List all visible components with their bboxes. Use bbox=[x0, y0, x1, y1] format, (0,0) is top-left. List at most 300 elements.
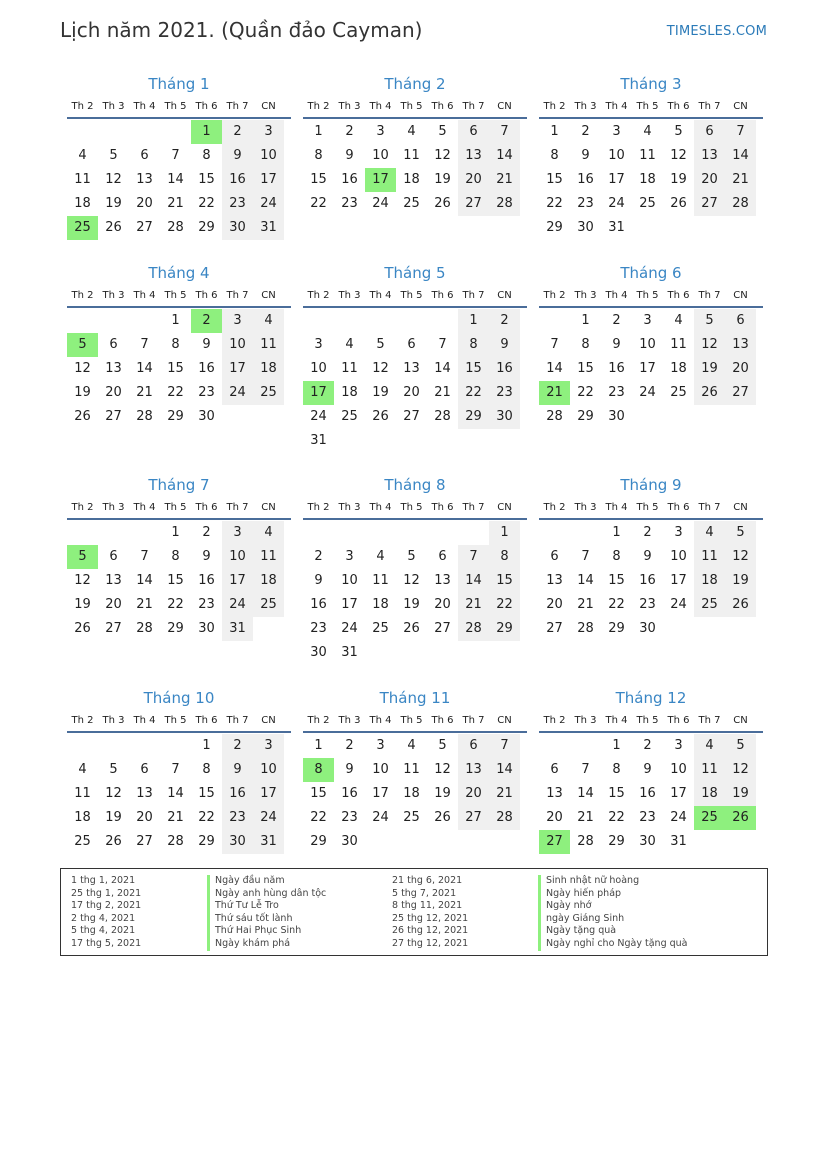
month-title: Tháng 9 bbox=[620, 476, 682, 494]
weekday-label: Th 4 bbox=[369, 290, 392, 301]
month-block bbox=[539, 473, 763, 641]
day-cell: 21 bbox=[577, 597, 594, 612]
day-cell: 2 bbox=[612, 313, 621, 328]
empty-cell bbox=[129, 521, 160, 545]
day-cell: 18 bbox=[670, 361, 687, 376]
day-cell: 15 bbox=[608, 786, 625, 801]
weekday-label: CN bbox=[261, 502, 276, 513]
legend-date: 1 thg 1, 2021 bbox=[71, 875, 136, 886]
month-block bbox=[67, 72, 291, 240]
legend-holiday-name: Ngày đầu năm bbox=[207, 875, 326, 888]
day-cell: 14 bbox=[167, 172, 184, 187]
weekday-header bbox=[539, 96, 763, 119]
day-cell: 17 bbox=[608, 172, 625, 187]
weekday-header bbox=[539, 285, 763, 308]
day-cell: 7 bbox=[438, 337, 447, 352]
day-cell: 7 bbox=[458, 545, 489, 569]
day-cell: 9 bbox=[643, 549, 652, 564]
day-cell: 3 bbox=[674, 738, 683, 753]
day-cell: 3 bbox=[253, 120, 284, 144]
weekday-label: Th 6 bbox=[667, 502, 690, 513]
weekday-label: Th 5 bbox=[400, 715, 423, 726]
weekday-label: Th 7 bbox=[462, 715, 485, 726]
day-cell: 23 bbox=[198, 597, 215, 612]
page-title: Lịch năm 2021. (Quần đảo Cayman) bbox=[60, 18, 423, 42]
day-cell: 23 bbox=[608, 385, 625, 400]
day-cell: 6 bbox=[725, 309, 756, 333]
day-cell: 8 bbox=[612, 762, 621, 777]
day-cell: 18 bbox=[372, 597, 389, 612]
day-cell: 29 bbox=[458, 405, 489, 429]
day-cell: 27 bbox=[136, 220, 153, 235]
day-cell: 23 bbox=[341, 196, 358, 211]
day-cell: 13 bbox=[136, 786, 153, 801]
day-cell: 12 bbox=[434, 148, 451, 163]
day-cell: 20 bbox=[105, 385, 122, 400]
empty-cell bbox=[98, 734, 129, 758]
weekday-header bbox=[67, 497, 291, 520]
day-cell: 29 bbox=[167, 409, 184, 424]
day-cell: 27 bbox=[105, 621, 122, 636]
weekday-label: CN bbox=[497, 715, 512, 726]
day-cell: 13 bbox=[694, 144, 725, 168]
weekday-label: Th 2 bbox=[543, 502, 566, 513]
day-cell: 9 bbox=[345, 148, 354, 163]
day-cell: 4 bbox=[694, 521, 725, 545]
day-cell: 16 bbox=[341, 786, 358, 801]
month-title: Tháng 10 bbox=[143, 689, 215, 707]
day-cell: 24 bbox=[670, 810, 687, 825]
holiday-day-cell: 1 bbox=[191, 120, 222, 144]
weekday-header bbox=[539, 710, 763, 733]
day-grid bbox=[67, 120, 291, 240]
legend-holiday-name: Sinh nhật nữ hoàng bbox=[538, 875, 688, 888]
day-cell: 30 bbox=[608, 409, 625, 424]
day-cell: 17 bbox=[372, 786, 389, 801]
day-cell: 14 bbox=[577, 786, 594, 801]
day-cell: 16 bbox=[489, 357, 520, 381]
weekday-label: Th 5 bbox=[164, 101, 187, 112]
day-cell: 13 bbox=[136, 172, 153, 187]
weekday-label: Th 5 bbox=[400, 290, 423, 301]
day-cell: 14 bbox=[546, 361, 563, 376]
day-cell: 5 bbox=[694, 309, 725, 333]
legend-date: 5 thg 7, 2021 bbox=[392, 887, 457, 899]
day-cell: 23 bbox=[341, 810, 358, 825]
day-cell: 28 bbox=[434, 409, 451, 424]
day-cell: 14 bbox=[167, 786, 184, 801]
day-cell: 3 bbox=[222, 309, 253, 333]
weekday-label: Th 7 bbox=[698, 715, 721, 726]
day-cell: 19 bbox=[105, 196, 122, 211]
day-cell: 31 bbox=[670, 834, 687, 849]
day-cell: 12 bbox=[105, 786, 122, 801]
day-cell: 11 bbox=[670, 337, 687, 352]
weekday-label: Th 2 bbox=[71, 715, 94, 726]
site-link[interactable]: TIMESLES.COM bbox=[666, 24, 767, 39]
day-cell: 9 bbox=[643, 762, 652, 777]
empty-cell bbox=[160, 734, 191, 758]
day-cell: 3 bbox=[314, 337, 323, 352]
weekday-label: Th 5 bbox=[636, 715, 659, 726]
day-cell: 6 bbox=[550, 762, 559, 777]
day-cell: 23 bbox=[639, 597, 656, 612]
day-cell: 21 bbox=[434, 385, 451, 400]
day-cell: 27 bbox=[458, 192, 489, 216]
day-cell: 20 bbox=[136, 810, 153, 825]
day-cell: 29 bbox=[310, 834, 327, 849]
day-cell: 23 bbox=[489, 381, 520, 405]
day-cell: 18 bbox=[341, 385, 358, 400]
legend-holiday-name: Thứ Hai Phục Sinh bbox=[207, 925, 326, 938]
day-cell: 24 bbox=[608, 196, 625, 211]
day-cell: 28 bbox=[136, 409, 153, 424]
day-cell: 5 bbox=[376, 337, 385, 352]
day-cell: 18 bbox=[74, 810, 91, 825]
day-cell: 10 bbox=[608, 148, 625, 163]
day-cell: 4 bbox=[694, 734, 725, 758]
day-cell: 19 bbox=[74, 385, 91, 400]
weekday-label: Th 4 bbox=[369, 101, 392, 112]
day-cell: 20 bbox=[458, 782, 489, 806]
day-cell: 29 bbox=[608, 834, 625, 849]
day-cell: 29 bbox=[167, 621, 184, 636]
day-cell: 12 bbox=[670, 148, 687, 163]
day-cell: 10 bbox=[253, 758, 284, 782]
day-cell: 16 bbox=[639, 786, 656, 801]
day-cell: 7 bbox=[550, 337, 559, 352]
day-cell: 16 bbox=[577, 172, 594, 187]
day-cell: 21 bbox=[489, 782, 520, 806]
weekday-label: Th 4 bbox=[605, 290, 628, 301]
weekday-label: Th 6 bbox=[195, 502, 218, 513]
weekday-label: Th 7 bbox=[698, 502, 721, 513]
empty-cell bbox=[396, 521, 427, 545]
day-cell: 3 bbox=[222, 521, 253, 545]
day-cell: 5 bbox=[438, 738, 447, 753]
day-grid bbox=[303, 120, 527, 216]
day-cell: 13 bbox=[105, 361, 122, 376]
day-cell: 21 bbox=[489, 168, 520, 192]
holiday-day-cell: 8 bbox=[303, 758, 334, 782]
weekday-header bbox=[67, 285, 291, 308]
weekday-label: Th 6 bbox=[431, 502, 454, 513]
day-cell: 26 bbox=[74, 409, 91, 424]
day-cell: 15 bbox=[167, 361, 184, 376]
day-cell: 22 bbox=[577, 385, 594, 400]
month-title: Tháng 7 bbox=[148, 476, 210, 494]
weekday-label: Th 4 bbox=[369, 502, 392, 513]
weekday-label: Th 2 bbox=[71, 502, 94, 513]
day-cell: 14 bbox=[458, 569, 489, 593]
legend-date: 17 thg 5, 2021 bbox=[71, 937, 142, 949]
weekday-label: Th 3 bbox=[574, 502, 597, 513]
day-cell: 19 bbox=[670, 172, 687, 187]
day-cell: 9 bbox=[314, 573, 323, 588]
legend-date: 21 thg 6, 2021 bbox=[392, 875, 463, 886]
day-cell: 13 bbox=[546, 573, 563, 588]
weekday-label: Th 6 bbox=[431, 715, 454, 726]
empty-cell bbox=[129, 734, 160, 758]
day-cell: 9 bbox=[202, 549, 211, 564]
day-cell: 27 bbox=[403, 409, 420, 424]
day-cell: 23 bbox=[222, 192, 253, 216]
legend-holiday-name: Ngày tặng quà bbox=[538, 925, 688, 938]
day-cell: 28 bbox=[725, 192, 756, 216]
day-cell: 20 bbox=[546, 597, 563, 612]
day-cell: 9 bbox=[581, 148, 590, 163]
day-cell: 4 bbox=[407, 124, 416, 139]
day-cell: 28 bbox=[546, 409, 563, 424]
empty-cell bbox=[365, 521, 396, 545]
day-cell: 1 bbox=[202, 738, 211, 753]
day-cell: 21 bbox=[577, 810, 594, 825]
day-cell: 13 bbox=[546, 786, 563, 801]
day-cell: 25 bbox=[253, 381, 284, 405]
day-cell: 31 bbox=[310, 433, 327, 448]
day-cell: 22 bbox=[489, 593, 520, 617]
day-cell: 4 bbox=[407, 738, 416, 753]
weekday-label: Th 6 bbox=[195, 715, 218, 726]
day-cell: 8 bbox=[202, 762, 211, 777]
day-cell: 23 bbox=[639, 810, 656, 825]
day-cell: 5 bbox=[725, 734, 756, 758]
day-cell: 9 bbox=[612, 337, 621, 352]
empty-cell bbox=[129, 309, 160, 333]
weekday-label: Th 3 bbox=[338, 290, 361, 301]
day-cell: 14 bbox=[434, 361, 451, 376]
day-cell: 11 bbox=[639, 148, 656, 163]
day-cell: 2 bbox=[222, 734, 253, 758]
day-cell: 3 bbox=[376, 738, 385, 753]
day-grid bbox=[539, 120, 763, 240]
weekday-label: Th 4 bbox=[605, 502, 628, 513]
day-cell: 17 bbox=[341, 597, 358, 612]
day-cell: 26 bbox=[74, 621, 91, 636]
day-cell: 28 bbox=[458, 617, 489, 641]
weekday-label: Th 3 bbox=[338, 101, 361, 112]
day-cell: 31 bbox=[253, 216, 284, 240]
day-cell: 4 bbox=[376, 549, 385, 564]
empty-cell bbox=[570, 521, 601, 545]
day-cell: 2 bbox=[345, 738, 354, 753]
day-cell: 26 bbox=[105, 834, 122, 849]
day-cell: 13 bbox=[434, 573, 451, 588]
day-cell: 10 bbox=[341, 573, 358, 588]
day-cell: 12 bbox=[434, 762, 451, 777]
weekday-label: Th 6 bbox=[667, 715, 690, 726]
weekday-label: CN bbox=[261, 101, 276, 112]
day-cell: 10 bbox=[372, 762, 389, 777]
day-grid bbox=[303, 734, 527, 854]
day-cell: 31 bbox=[341, 645, 358, 660]
day-cell: 30 bbox=[222, 830, 253, 854]
day-cell: 19 bbox=[105, 810, 122, 825]
weekday-label: Th 2 bbox=[71, 101, 94, 112]
day-grid bbox=[303, 309, 527, 453]
day-cell: 10 bbox=[670, 549, 687, 564]
day-cell: 15 bbox=[198, 172, 215, 187]
day-cell: 30 bbox=[639, 834, 656, 849]
weekday-label: Th 2 bbox=[71, 290, 94, 301]
day-cell: 30 bbox=[639, 621, 656, 636]
month-title: Tháng 3 bbox=[620, 75, 682, 93]
weekday-label: Th 3 bbox=[574, 101, 597, 112]
day-cell: 19 bbox=[725, 782, 756, 806]
day-cell: 21 bbox=[136, 385, 153, 400]
weekday-label: Th 5 bbox=[164, 715, 187, 726]
legend-date: 26 thg 12, 2021 bbox=[392, 925, 469, 937]
holiday-day-cell: 25 bbox=[67, 216, 98, 240]
weekday-label: Th 6 bbox=[431, 101, 454, 112]
day-cell: 11 bbox=[253, 545, 284, 569]
day-cell: 3 bbox=[643, 313, 652, 328]
day-cell: 4 bbox=[674, 313, 683, 328]
day-cell: 7 bbox=[489, 120, 520, 144]
day-cell: 27 bbox=[105, 409, 122, 424]
day-cell: 1 bbox=[314, 124, 323, 139]
month-block bbox=[539, 72, 763, 240]
empty-cell bbox=[539, 734, 570, 758]
day-cell: 24 bbox=[253, 192, 284, 216]
day-cell: 12 bbox=[725, 545, 756, 569]
day-cell: 3 bbox=[376, 124, 385, 139]
day-cell: 7 bbox=[171, 148, 180, 163]
day-cell: 25 bbox=[341, 409, 358, 424]
month-block bbox=[67, 686, 291, 854]
day-cell: 17 bbox=[670, 573, 687, 588]
day-cell: 28 bbox=[577, 834, 594, 849]
day-cell: 26 bbox=[434, 196, 451, 211]
weekday-label: CN bbox=[733, 715, 748, 726]
day-cell: 20 bbox=[403, 385, 420, 400]
legend-date: 27 thg 12, 2021 bbox=[392, 937, 469, 949]
day-cell: 1 bbox=[489, 521, 520, 545]
day-cell: 16 bbox=[198, 573, 215, 588]
month-title: Tháng 2 bbox=[384, 75, 446, 93]
day-cell: 29 bbox=[198, 834, 215, 849]
day-cell: 5 bbox=[407, 549, 416, 564]
day-cell: 4 bbox=[345, 337, 354, 352]
day-cell: 2 bbox=[345, 124, 354, 139]
holiday-day-cell: 2 bbox=[191, 309, 222, 333]
day-cell: 21 bbox=[458, 593, 489, 617]
day-cell: 16 bbox=[198, 361, 215, 376]
day-cell: 4 bbox=[253, 521, 284, 545]
day-cell: 22 bbox=[310, 810, 327, 825]
weekday-label: Th 3 bbox=[338, 715, 361, 726]
day-cell: 15 bbox=[167, 573, 184, 588]
legend-holiday-name: Ngày hiến pháp bbox=[538, 888, 688, 901]
day-cell: 25 bbox=[74, 834, 91, 849]
empty-cell bbox=[160, 120, 191, 144]
day-cell: 11 bbox=[372, 573, 389, 588]
day-cell: 14 bbox=[489, 144, 520, 168]
day-cell: 29 bbox=[198, 220, 215, 235]
day-cell: 20 bbox=[458, 168, 489, 192]
day-cell: 10 bbox=[372, 148, 389, 163]
day-cell: 22 bbox=[167, 385, 184, 400]
day-cell: 2 bbox=[314, 549, 323, 564]
month-title: Tháng 8 bbox=[384, 476, 446, 494]
day-cell: 8 bbox=[171, 549, 180, 564]
day-cell: 8 bbox=[171, 337, 180, 352]
month-block bbox=[303, 72, 527, 216]
day-cell: 17 bbox=[639, 361, 656, 376]
day-cell: 21 bbox=[725, 168, 756, 192]
empty-cell bbox=[98, 120, 129, 144]
day-cell: 28 bbox=[489, 806, 520, 830]
day-cell: 15 bbox=[608, 573, 625, 588]
day-cell: 18 bbox=[74, 196, 91, 211]
day-cell: 18 bbox=[253, 569, 284, 593]
day-cell: 22 bbox=[167, 597, 184, 612]
day-cell: 29 bbox=[546, 220, 563, 235]
weekday-header bbox=[303, 96, 527, 119]
day-cell: 28 bbox=[577, 621, 594, 636]
weekday-header bbox=[303, 497, 527, 520]
day-cell: 3 bbox=[612, 124, 621, 139]
day-grid bbox=[303, 521, 527, 665]
day-cell: 12 bbox=[105, 172, 122, 187]
day-cell: 7 bbox=[171, 762, 180, 777]
day-cell: 18 bbox=[253, 357, 284, 381]
day-cell: 6 bbox=[407, 337, 416, 352]
day-cell: 11 bbox=[74, 786, 91, 801]
day-cell: 31 bbox=[253, 830, 284, 854]
empty-cell bbox=[303, 309, 334, 333]
day-cell: 25 bbox=[639, 196, 656, 211]
day-cell: 6 bbox=[109, 549, 118, 564]
weekday-label: Th 3 bbox=[102, 715, 125, 726]
weekday-label: Th 7 bbox=[226, 101, 249, 112]
day-cell: 1 bbox=[171, 313, 180, 328]
day-cell: 4 bbox=[253, 309, 284, 333]
month-block bbox=[303, 261, 527, 453]
day-cell: 31 bbox=[608, 220, 625, 235]
day-cell: 2 bbox=[222, 120, 253, 144]
weekday-label: Th 3 bbox=[574, 715, 597, 726]
holiday-day-cell: 17 bbox=[365, 168, 396, 192]
legend-holiday-name: Thứ Tư Lễ Tro bbox=[207, 900, 326, 913]
day-cell: 19 bbox=[434, 786, 451, 801]
empty-cell bbox=[67, 120, 98, 144]
day-cell: 28 bbox=[167, 220, 184, 235]
weekday-label: CN bbox=[261, 715, 276, 726]
day-cell: 10 bbox=[670, 762, 687, 777]
empty-cell bbox=[427, 521, 458, 545]
weekday-label: CN bbox=[733, 290, 748, 301]
weekday-label: Th 4 bbox=[133, 715, 156, 726]
day-cell: 10 bbox=[253, 144, 284, 168]
day-cell: 7 bbox=[581, 762, 590, 777]
weekday-label: Th 5 bbox=[400, 502, 423, 513]
day-cell: 25 bbox=[694, 593, 725, 617]
weekday-label: CN bbox=[733, 502, 748, 513]
weekday-header bbox=[303, 285, 527, 308]
day-cell: 26 bbox=[105, 220, 122, 235]
weekday-label: Th 2 bbox=[307, 290, 330, 301]
day-cell: 24 bbox=[670, 597, 687, 612]
day-cell: 14 bbox=[136, 361, 153, 376]
day-cell: 28 bbox=[167, 834, 184, 849]
day-cell: 26 bbox=[670, 196, 687, 211]
day-cell: 9 bbox=[222, 144, 253, 168]
day-cell: 22 bbox=[198, 196, 215, 211]
legend-names-left bbox=[207, 875, 326, 951]
day-cell: 5 bbox=[109, 148, 118, 163]
day-cell: 17 bbox=[253, 168, 284, 192]
